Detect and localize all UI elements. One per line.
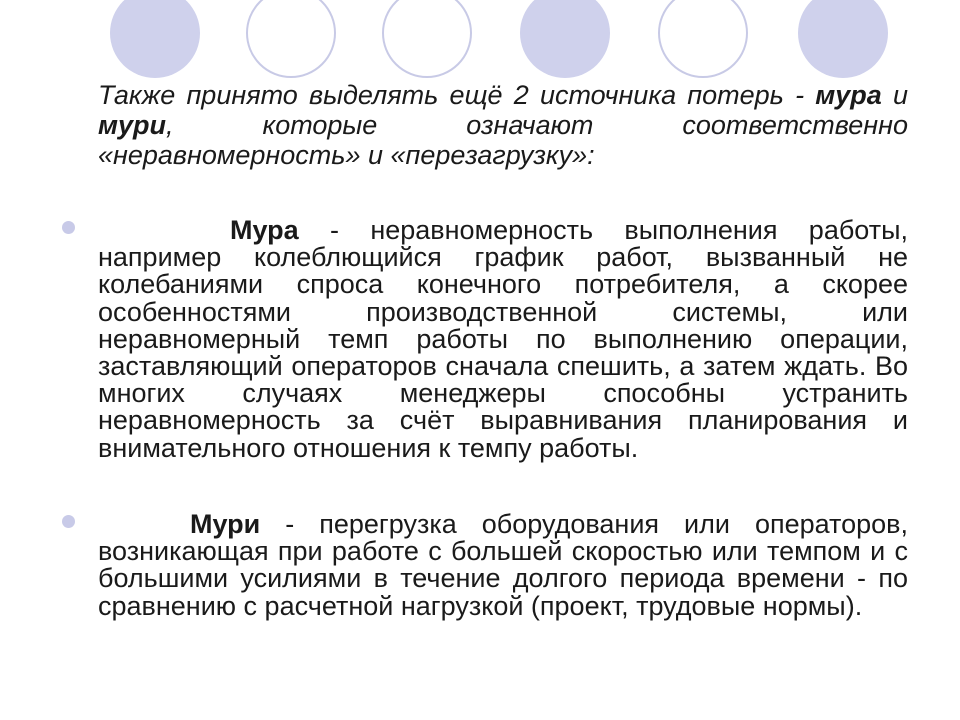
bullet-mura — [98, 217, 908, 462]
intro-term-muri: мури — [98, 110, 166, 140]
bullet-text: - неравномерность выполнения работы, например колеблющийся график работ, вызванный не колебаниями спроса конечного потребителя, а скорее особенностями производственной системы, или неравномерный темп работы по выполнению операции, заставляющий операторов сначала спешить, а затем ждать. Во многих случаях менеджеры способны устранить неравномерность за счёт выравнивания планирования и внимательного отношения к темпу работы. — [98, 215, 908, 463]
decorative-circle-filled — [520, 0, 610, 78]
intro-text-part1: Также принято выделять ещё 2 источника потерь - — [98, 80, 805, 110]
bullet-term: Мура — [230, 215, 299, 245]
bullet-muri — [98, 511, 908, 620]
intro-term-mura: мура — [815, 80, 882, 110]
decorative-circle-outline — [246, 0, 336, 78]
intro-text-part3: , которые означают соответственно «неравномерность» и «перезагрузку»: — [98, 110, 908, 170]
bullet-dot — [62, 515, 75, 528]
decorative-circle-filled — [798, 0, 888, 78]
bullet-term: Мури — [190, 509, 261, 539]
bullet-text: - перегрузка оборудования или операторов, возникающая при работе с большей скоростью или темпом и с большими усилиями в течение долгого периода времени - по сравнению с расчетной нагрузкой (проект, трудовые нормы). — [98, 509, 908, 621]
decorative-circle-outline — [382, 0, 472, 78]
intro-paragraph — [98, 80, 908, 170]
intro-text-part2: и — [881, 80, 908, 110]
decorative-circle-filled — [110, 0, 200, 78]
bullet-dot — [62, 221, 75, 234]
decorative-circle-outline — [658, 0, 748, 78]
